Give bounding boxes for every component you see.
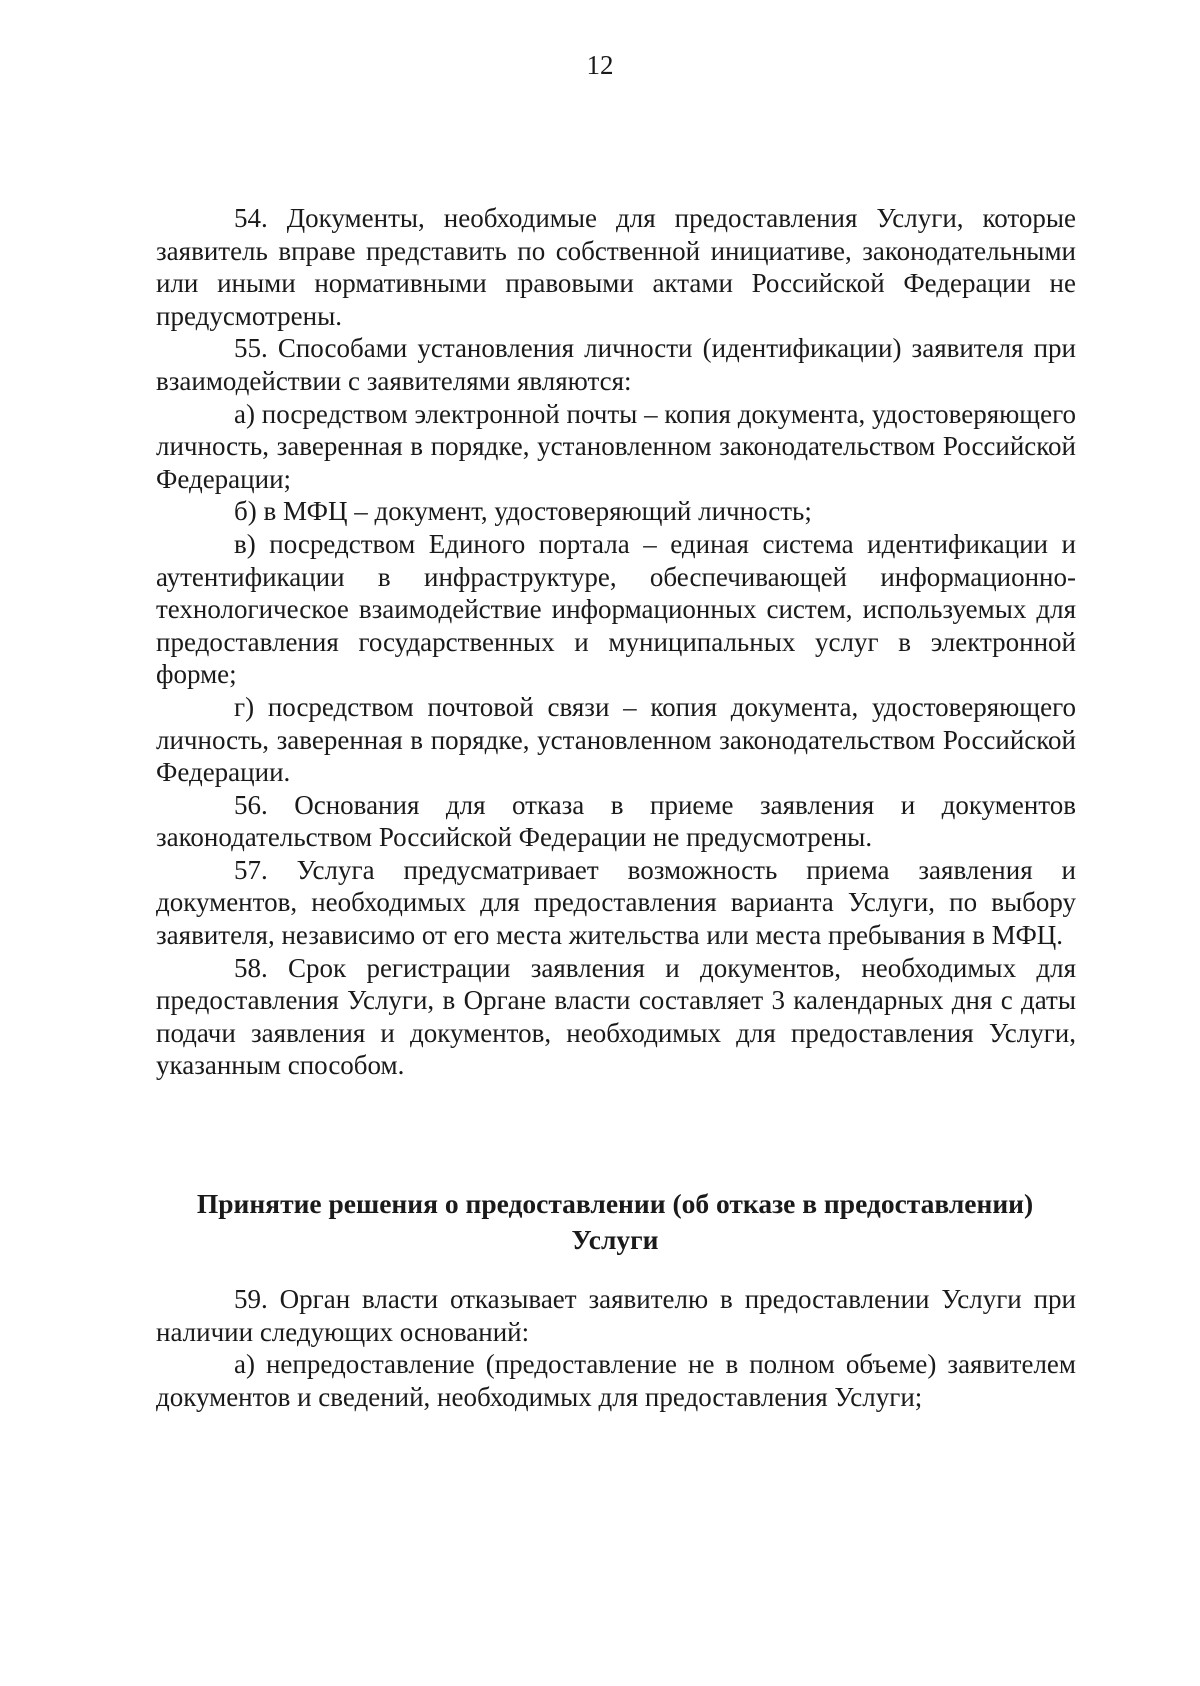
page-number: 12 — [586, 50, 614, 80]
paragraph-55-item-b: б) в МФЦ – документ, удостоверяющий личность; — [234, 496, 812, 527]
section-heading-line-1: Принятие решения о предоставлении (об отказе в предоставлении) — [196, 1188, 1034, 1219]
section-heading — [150, 1186, 1080, 1258]
paragraph-59-item-a: а) непредоставление (предоставление не в полном объеме) заявителем документов и сведений, необходимых для предоставления Услуги; — [156, 1349, 1076, 1412]
paragraph-54: 54. Документы, необходимые для предоставления Услуги, которые заявитель вправе представить по собственной инициативе, законодательными или иными нормативными правовыми актами Российской Федерации не предусмотрены. — [156, 203, 1076, 331]
document-body-bottom — [156, 1283, 1076, 1413]
paragraph-55: 55. Способами установления личности (идентификации) заявителя при взаимодействии с заявителями являются: — [156, 333, 1076, 396]
paragraph-56: 56. Основания для отказа в приеме заявления и документов законодательством Российской Федерации не предусмотрены. — [156, 789, 1076, 853]
paragraph-58: 58. Срок регистрации заявления и документов, необходимых для предоставления Услуги, в Органе власти составляет 3 календарных дня с даты подачи заявления и документов, необходимых для предоставления Услуги, указанным способом. — [156, 952, 1076, 1081]
paragraph-57: 57. Услуга предусматривает возможность приема заявления и документов, необходимых для предоставления варианта Услуги, по выбору заявителя, независимо от его места жительства или места пребывания в МФЦ. — [156, 854, 1076, 951]
paragraph-55-item-a: а) посредством электронной почты – копия документа, удостоверяющего личность, заверенная в порядке, установленном законодательством Российской Федерации; — [156, 398, 1076, 494]
document-body-top — [156, 202, 1076, 1082]
paragraph-55-item-g: г) посредством почтовой связи – копия документа, удостоверяющего личность, заверенная в порядке, установленном законодательством Российской Федерации. — [156, 691, 1076, 788]
section-heading-line-2: Услуги — [571, 1224, 659, 1255]
paragraph-55-item-v: в) посредством Единого портала – единая система идентификации и аутентификации в инфраструктуре, обеспечивающей информационно-технологическое взаимодействие информационных систем, используемых для предоставления государственных и муниципальных услуг в электронной форме; — [156, 528, 1076, 690]
paragraph-59: 59. Орган власти отказывает заявителю в предоставлении Услуги при наличии следующих оснований: — [156, 1284, 1076, 1347]
